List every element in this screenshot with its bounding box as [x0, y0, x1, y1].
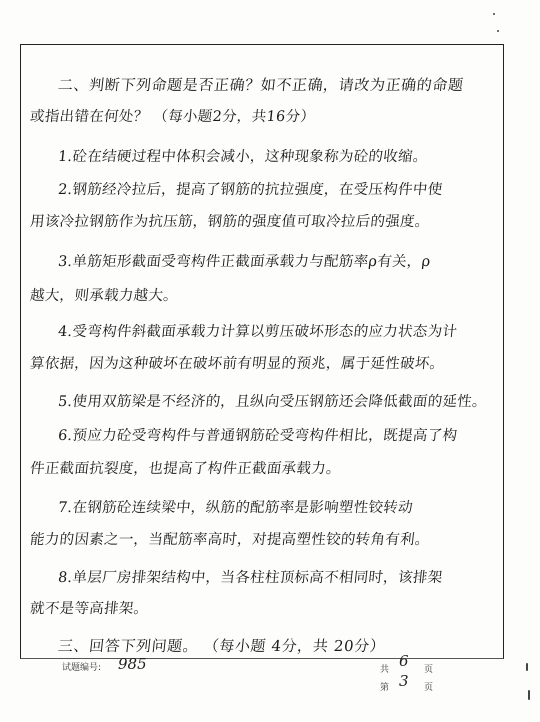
- item-3-line-2: 越大，则承载力越大。: [29, 288, 179, 304]
- item-2-line-2: 用该冷拉钢筋作为抗压筋，钢筋的强度值可取冷拉后的强度。: [29, 214, 431, 230]
- item-8-line-1: 8.单层厂房排架结构中，当各柱柱顶标高不相同时，该排架: [57, 570, 444, 586]
- item-7-line-1: 7.在钢筋砼连续梁中，纵筋的配筋率是影响塑性铰转动: [57, 500, 414, 516]
- total-pages-value: 6: [399, 652, 409, 670]
- item-4-line-1: 4.受弯构件斜截面承载力计算以剪压破坏形态的应力状态为计: [57, 324, 459, 340]
- section2-heading-line1: 二、判断下列命题是否正确？如不正确，请改为正确的命题: [57, 76, 465, 94]
- item-4-line-2: 算依据，因为这种破坏在破坏前有明显的预兆，属于延性破坏。: [29, 356, 446, 372]
- exam-code-value: 985: [118, 655, 147, 673]
- page-number-value: 3: [399, 672, 409, 690]
- scan-speck: [497, 30, 499, 32]
- scan-speck: [526, 663, 528, 671]
- page-prefix: 第: [380, 683, 390, 693]
- answer-frame: [20, 44, 504, 659]
- page-suffix: 页: [424, 683, 434, 693]
- scan-speck: [493, 13, 495, 15]
- item-1-line-1: 1.砼在结硬过程中体积会减小，这种现象称为砼的收缩。: [57, 149, 429, 165]
- item-5-line-1: 5.使用双筋梁是不经济的，且纵向受压钢筋还会降低截面的延性。: [57, 394, 488, 410]
- scan-speck: [528, 690, 530, 700]
- item-7-line-2: 能力的因素之一，当配筋率高时，对提高塑性铰的转角有利。: [29, 532, 431, 548]
- section3-heading: 三、回答下列问题。 （每小题 4分，共 20分）: [57, 637, 387, 655]
- item-2-line-1: 2.钢筋经冷拉后，提高了钢筋的抗拉强度，在受压构件中使: [57, 182, 444, 198]
- section2-heading-line2: 或指出错在何处？ （每小题2分，共16分）: [29, 109, 316, 125]
- item-8-line-2: 就不是等高排架。: [29, 601, 150, 617]
- total-pages-suffix: 页: [424, 665, 434, 675]
- item-6-line-1: 6.预应力砼受弯构件与普通钢筋砼受弯构件相比，既提高了构: [57, 428, 459, 444]
- item-3-line-1: 3.单筋矩形截面受弯构件正截面承载力与配筋率ρ有关，ρ: [57, 254, 432, 270]
- exam-code-label: 试题编号:: [62, 663, 102, 673]
- total-pages-prefix: 共: [380, 665, 390, 675]
- item-6-line-2: 件正截面抗裂度，也提高了构件正截面承载力。: [29, 461, 342, 477]
